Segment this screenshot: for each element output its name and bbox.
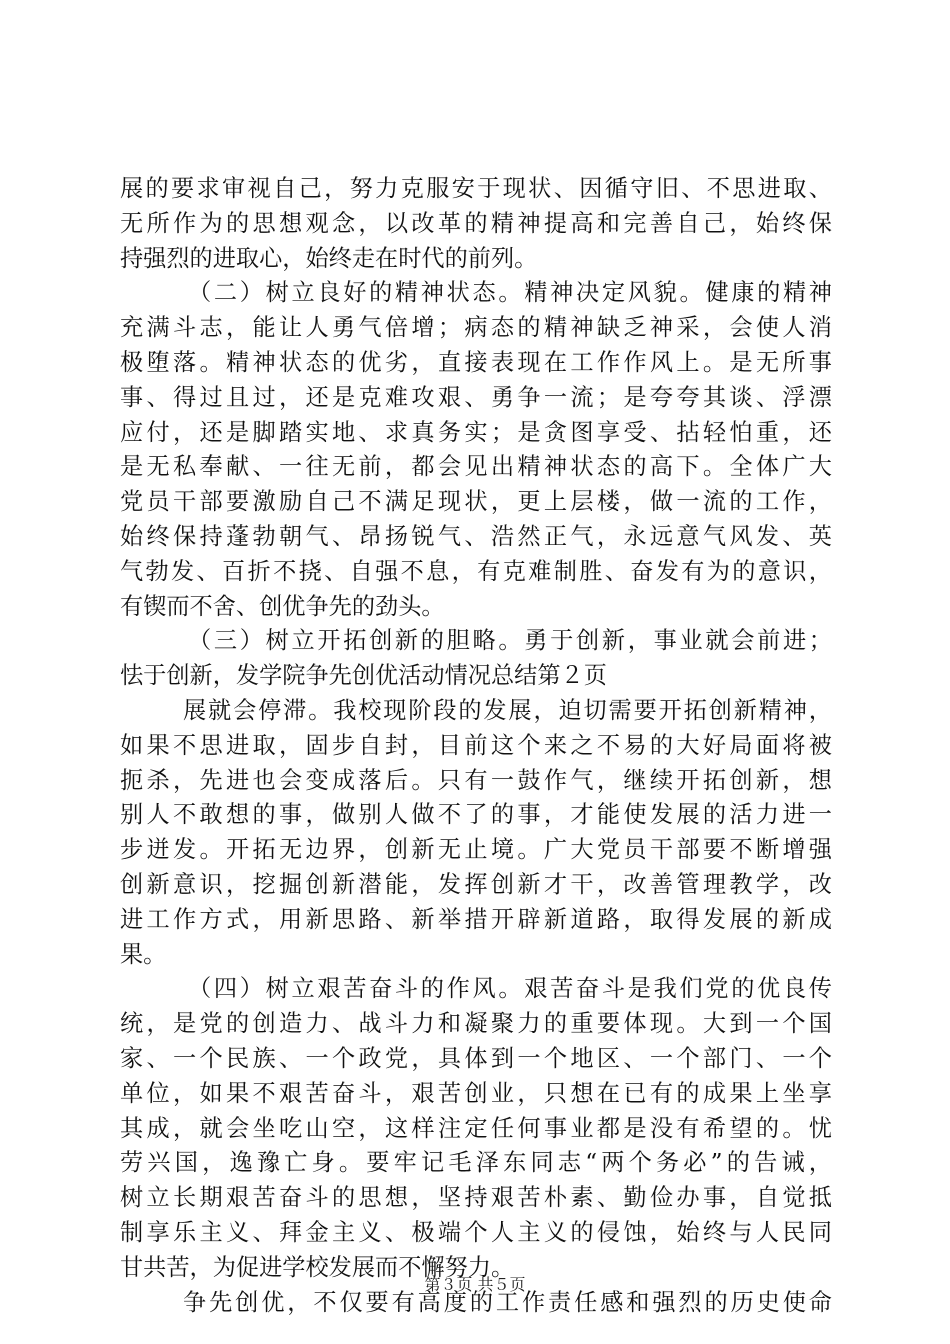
- text-line: 党员干部要激励自己不满足现状，更上层楼，做一流的工作，: [120, 488, 832, 516]
- text-line: 创新意识，挖掘创新潜能，发挥创新才干，改善管理教学，改: [120, 870, 832, 898]
- text-line: （四）树立艰苦奋斗的作风。艰苦奋斗是我们党的优良传: [188, 975, 832, 1003]
- text-line: 如果不思进取，固步自封，目前这个来之不易的大好局面将被: [120, 731, 832, 759]
- text-line: 无所作为的思想观念，以改革的精神提高和完善自己，始终保: [120, 209, 832, 237]
- text-line: 劳兴国，逸豫亡身。要牢记毛泽东同志“两个务必”的告诫，: [120, 1149, 832, 1177]
- text-line: 家、一个民族、一个政党，具体到一个地区、一个部门、一个: [120, 1044, 832, 1072]
- text-line: 统，是党的创造力、战斗力和凝聚力的重要体现。大到一个国: [120, 1010, 832, 1038]
- text-line: 气勃发、百折不挠、自强不息，有克难制胜、奋发有为的意识，: [120, 557, 832, 585]
- text-line: 有锲而不舍、创优争先的劲头。: [120, 592, 445, 620]
- text-line: 别人不敢想的事，做别人做不了的事，才能使发展的活力进一: [120, 801, 832, 829]
- text-line: 进工作方式，用新思路、新举措开辟新道路，取得发展的新成: [120, 905, 832, 933]
- text-line: 事、得过且过，还是克难攻艰、勇争一流；是夸夸其谈、浮漂: [120, 383, 832, 411]
- text-line: 争先创优，不仅要有高度的工作责任感和强烈的历史使命: [183, 1288, 832, 1316]
- text-line: 应付，还是脚踏实地、求真务实；是贪图享受、拈轻怕重，还: [120, 418, 832, 446]
- text-line: 充满斗志，能让人勇气倍增；病态的精神缺乏神采，会使人消: [120, 314, 832, 342]
- document-body: [120, 172, 832, 1320]
- page-footer: 第３页 共５页: [424, 1275, 526, 1294]
- text-line: 极堕落。精神状态的优劣，直接表现在工作作风上。是无所事: [120, 348, 832, 376]
- text-line: 甘共苦，为促进学校发展而不懈努力。: [120, 1253, 515, 1281]
- text-line: 是无私奉献、一往无前，都会见出精神状态的高下。全体广大: [120, 453, 832, 481]
- text-line: （二）树立良好的精神状态。精神决定风貌。健康的精神: [188, 279, 832, 307]
- text-line: 展的要求审视自己，努力克服安于现状、因循守旧、不思进取、: [120, 175, 832, 202]
- text-line: 怯于创新，发学院争先创优活动情况总结第２页: [120, 662, 607, 690]
- text-line: 制享乐主义、拜金主义、极端个人主义的侵蚀，始终与人民同: [120, 1218, 832, 1246]
- text-line: 持强烈的进取心，始终走在时代的前列。: [120, 244, 538, 272]
- text-line: 果。: [120, 940, 167, 968]
- text-line: 扼杀，先进也会变成落后。只有一鼓作气，继续开拓创新，想: [120, 766, 832, 794]
- text-line: 树立长期艰苦奋斗的思想，坚持艰苦朴素、勤俭办事，自觉抵: [120, 1184, 832, 1212]
- text-line: 步迸发。开拓无边界，创新无止境。广大党员干部要不断增强: [120, 836, 832, 864]
- text-line: 单位，如果不艰苦奋斗，艰苦创业，只想在已有的成果上坐享: [120, 1079, 832, 1107]
- text-line: 始终保持蓬勃朝气、昂扬锐气、浩然正气，永远意气风发、英: [120, 522, 832, 550]
- text-line: （三）树立开拓创新的胆略。勇于创新，事业就会前进；: [188, 627, 832, 655]
- text-line: 其成，就会坐吃山空，这样注定任何事业都是没有希望的。忧: [120, 1114, 832, 1142]
- text-line: 展就会停滞。我校现阶段的发展，迫切需要开拓创新精神，: [183, 696, 832, 724]
